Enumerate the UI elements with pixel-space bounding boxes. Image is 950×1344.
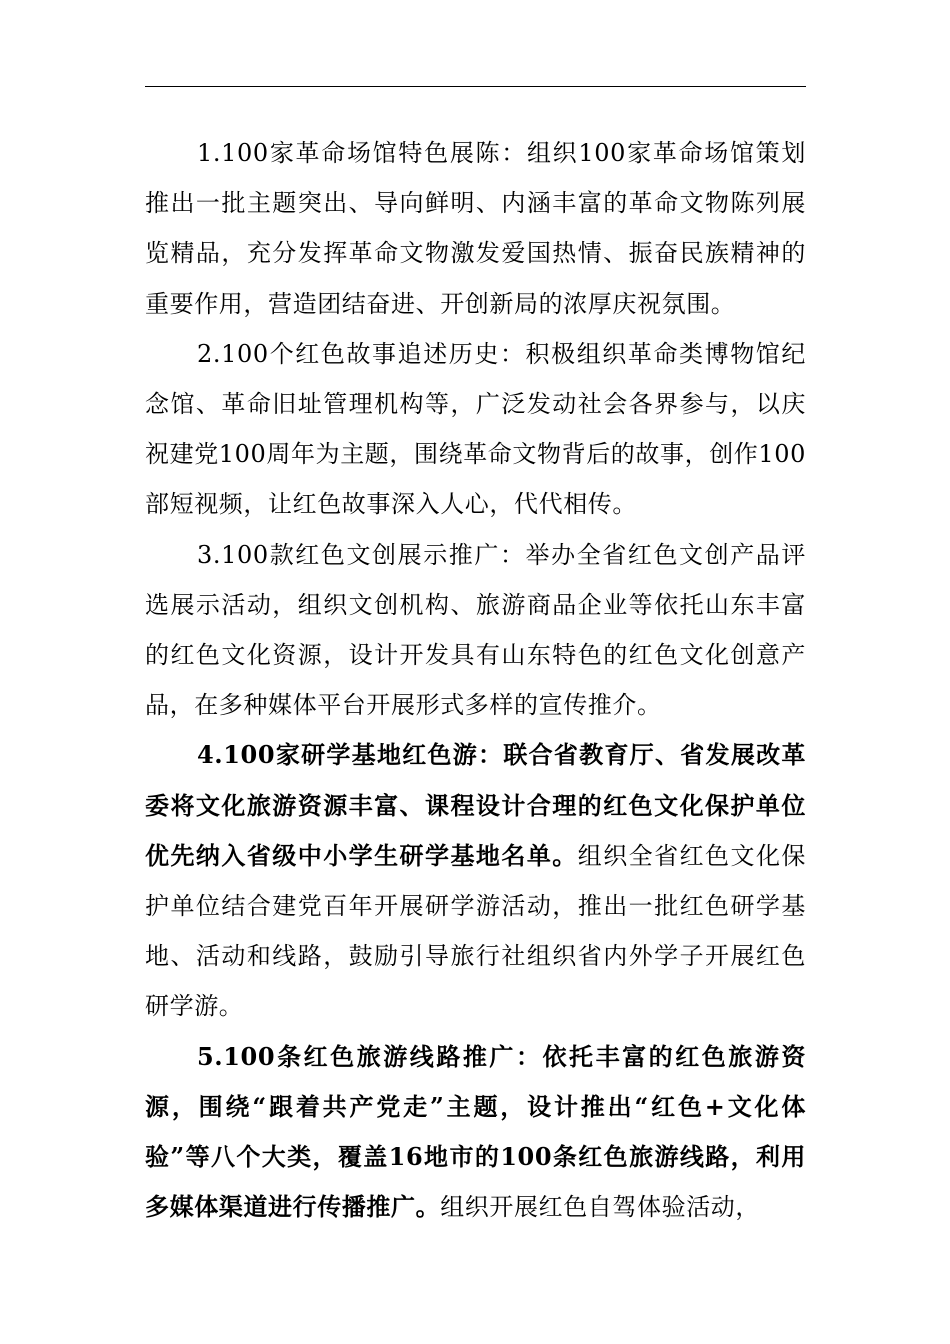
paragraph-5-bold: 5.100条红色旅游线路推广：依托丰富的红色旅游资源，围绕“跟着共产党走”主题，设计推出“红色+文化体验”等八个大类，覆盖16地市的100条红色旅游线路，利用多媒体渠道进行传播推广。 — [145, 1041, 806, 1222]
paragraph-4 — [145, 730, 806, 1031]
paragraph-3-text: 3.100款红色文创展示推广：举办全省红色文创产品评选展示活动，组织文创机构、旅游商品企业等依托山东丰富的红色文化资源，设计开发具有山东特色的红色文化创意产品，在多种媒体平台开展形式多样的宣传推介。 — [145, 540, 806, 720]
paragraph-5 — [145, 1032, 806, 1233]
paragraph-4-bold: 4.100家研学基地红色游：联合省教育厅、省发展改革委将文化旅游资源丰富、课程设计合理的红色文化保护单位优先纳入省级中小学生研学基地名单。 — [145, 740, 806, 870]
paragraph-5-text: 组织开展红色自驾体验活动， — [440, 1193, 761, 1222]
paragraph-2-text: 2.100个红色故事追述历史：积极组织革命类博物馆纪念馆、革命旧址管理机构等，广泛发动社会各界参与，以庆祝建党100周年为主题，围绕革命文物背后的故事，创作100部短视频，让红色故事深入人心，代代相传。 — [145, 339, 807, 519]
document-body — [145, 128, 806, 1232]
paragraph-1-text: 1.100家革命场馆特色展陈：组织100家革命场馆策划推出一批主题突出、导向鲜明、内涵丰富的革命文物陈列展览精品，充分发挥革命文物激发爱国热情、振奋民族精神的重要作用，营造团结奋进、开创新局的浓厚庆祝氛围。 — [145, 139, 806, 318]
paragraph-2 — [145, 329, 806, 530]
paragraph-3 — [145, 530, 806, 731]
paragraph-1 — [145, 128, 806, 329]
header-rule — [145, 86, 806, 87]
paragraph-4-text: 组织全省红色文化保护单位结合建党百年开展研学游活动，推出一批红色研学基地、活动和线路，鼓励引导旅行社组织省内外学子开展红色研学游。 — [145, 841, 806, 1021]
